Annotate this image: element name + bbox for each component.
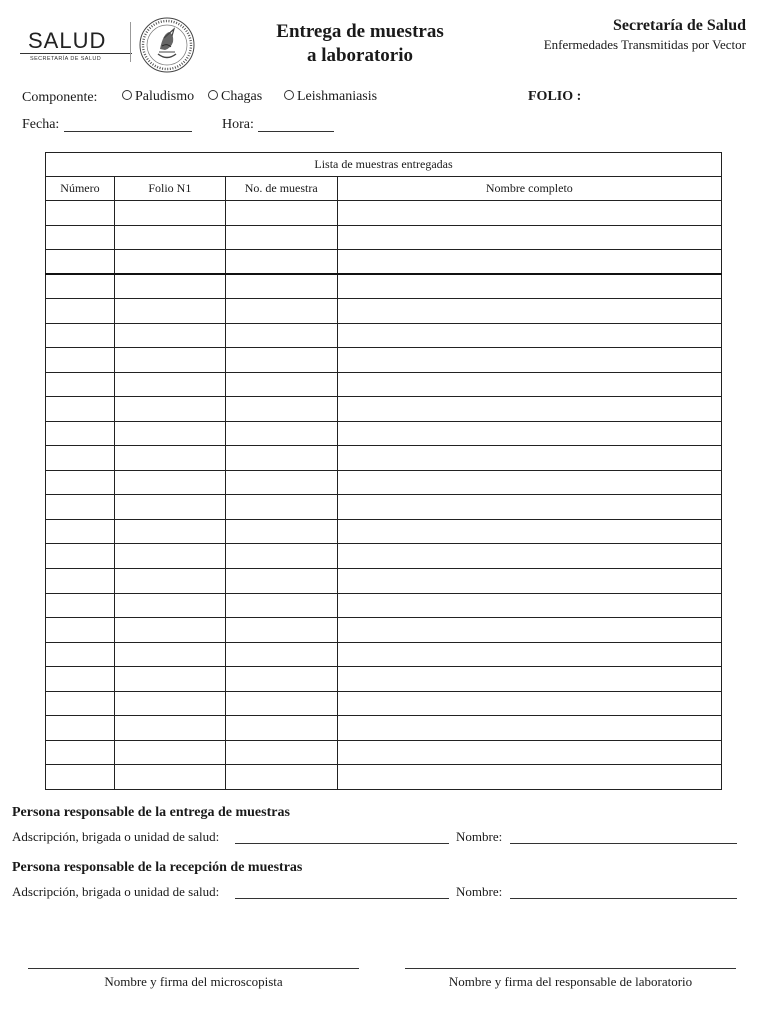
title-line-1: Entrega de muestras	[276, 21, 444, 42]
cell-folio[interactable]	[114, 470, 225, 495]
cell-no-muestra[interactable]	[225, 372, 337, 397]
cell-folio[interactable]	[114, 495, 225, 520]
cell-no-muestra[interactable]	[225, 667, 337, 692]
cell-numero[interactable]	[46, 299, 115, 324]
table-row	[46, 250, 722, 275]
table-row	[46, 323, 722, 348]
cell-numero[interactable]	[46, 618, 115, 643]
cell-numero[interactable]	[46, 201, 115, 226]
column-header-no-muestra: No. de muestra	[225, 177, 337, 201]
delivery-nombre-field[interactable]	[510, 829, 737, 844]
mexico-coat-of-arms-icon	[138, 16, 196, 74]
reception-nombre-label: Nombre:	[456, 884, 503, 899]
cell-nombre[interactable]	[337, 250, 721, 275]
document-title	[240, 20, 480, 68]
cell-nombre[interactable]	[337, 397, 721, 422]
org-name: Secretaría de Salud	[612, 17, 746, 34]
cell-no-muestra[interactable]	[225, 568, 337, 593]
cell-numero[interactable]	[46, 716, 115, 741]
cell-numero[interactable]	[46, 274, 115, 299]
cell-folio[interactable]	[114, 421, 225, 446]
cell-no-muestra[interactable]	[225, 716, 337, 741]
cell-folio[interactable]	[114, 618, 225, 643]
cell-nombre[interactable]	[337, 421, 721, 446]
delivery-adscripcion-label: Adscripción, brigada o unidad de salud:	[12, 829, 220, 844]
table-row	[46, 348, 722, 373]
cell-nombre[interactable]	[337, 299, 721, 324]
cell-no-muestra[interactable]	[225, 618, 337, 643]
cell-no-muestra[interactable]	[225, 470, 337, 495]
hora-label: Hora:	[222, 117, 254, 132]
option-chagas[interactable]	[208, 89, 262, 105]
cell-folio[interactable]	[114, 201, 225, 226]
cell-numero[interactable]	[46, 446, 115, 471]
column-header-nombre: Nombre completo	[337, 177, 721, 201]
cell-no-muestra[interactable]	[225, 421, 337, 446]
reception-nombre-field[interactable]	[510, 884, 737, 899]
option-leishmaniasis[interactable]	[284, 89, 377, 105]
radio-circle-icon[interactable]	[208, 90, 218, 100]
reception-section-title: Persona responsable de la recepción de muestras	[12, 860, 303, 875]
table-row	[46, 421, 722, 446]
title-line-2: a laboratorio	[306, 45, 414, 66]
table-row	[46, 201, 722, 226]
cell-numero[interactable]	[46, 544, 115, 569]
cell-no-muestra[interactable]	[225, 544, 337, 569]
signature-line-microscopista[interactable]	[28, 968, 359, 969]
cell-no-muestra[interactable]	[225, 446, 337, 471]
cell-nombre[interactable]	[337, 274, 721, 299]
cell-no-muestra[interactable]	[225, 593, 337, 618]
cell-nombre[interactable]	[337, 716, 721, 741]
cell-no-muestra[interactable]	[225, 201, 337, 226]
salud-logo	[18, 16, 198, 76]
option-paludismo[interactable]	[122, 89, 194, 105]
cell-nombre[interactable]	[337, 765, 721, 790]
table-row	[46, 470, 722, 495]
cell-folio[interactable]	[114, 397, 225, 422]
cell-numero[interactable]	[46, 348, 115, 373]
cell-numero[interactable]	[46, 642, 115, 667]
table-row	[46, 691, 722, 716]
cell-nombre[interactable]	[337, 201, 721, 226]
cell-nombre[interactable]	[337, 593, 721, 618]
cell-numero[interactable]	[46, 470, 115, 495]
cell-nombre[interactable]	[337, 470, 721, 495]
cell-nombre[interactable]	[337, 667, 721, 692]
cell-numero[interactable]	[46, 593, 115, 618]
cell-no-muestra[interactable]	[225, 299, 337, 324]
signature-label-microscopista: Nombre y firma del microscopista	[104, 974, 283, 989]
cell-folio[interactable]	[114, 642, 225, 667]
table-row	[46, 519, 722, 544]
cell-no-muestra[interactable]	[225, 397, 337, 422]
cell-numero[interactable]	[46, 691, 115, 716]
cell-folio[interactable]	[114, 740, 225, 765]
cell-nombre[interactable]	[337, 225, 721, 250]
table-row	[46, 716, 722, 741]
cell-numero[interactable]	[46, 225, 115, 250]
cell-no-muestra[interactable]	[225, 691, 337, 716]
cell-nombre[interactable]	[337, 642, 721, 667]
table-caption: Lista de muestras entregadas	[46, 153, 722, 177]
cell-numero[interactable]	[46, 667, 115, 692]
fecha-field[interactable]	[64, 117, 192, 132]
cell-nombre[interactable]	[337, 740, 721, 765]
cell-nombre[interactable]	[337, 618, 721, 643]
table-row	[46, 618, 722, 643]
table-row	[46, 397, 722, 422]
cell-nombre[interactable]	[337, 568, 721, 593]
radio-circle-icon[interactable]	[284, 90, 294, 100]
cell-numero[interactable]	[46, 421, 115, 446]
componente-label: Componente:	[22, 90, 98, 105]
cell-no-muestra[interactable]	[225, 250, 337, 275]
delivery-nombre-label: Nombre:	[456, 829, 503, 844]
logo-divider	[130, 22, 131, 62]
table-row	[46, 495, 722, 520]
cell-folio[interactable]	[114, 544, 225, 569]
cell-no-muestra[interactable]	[225, 740, 337, 765]
signature-line-laboratorio[interactable]	[405, 968, 736, 969]
cell-folio[interactable]	[114, 225, 225, 250]
table-row	[46, 667, 722, 692]
cell-nombre[interactable]	[337, 691, 721, 716]
cell-numero[interactable]	[46, 323, 115, 348]
cell-folio[interactable]	[114, 765, 225, 790]
cell-folio[interactable]	[114, 568, 225, 593]
option-label: Chagas	[221, 89, 263, 104]
delivery-section-title: Persona responsable de la entrega de muestras	[12, 805, 290, 820]
cell-folio[interactable]	[114, 274, 225, 299]
org-subtitle: Enfermedades Transmitidas por Vector	[543, 37, 746, 52]
cell-folio[interactable]	[114, 667, 225, 692]
cell-folio[interactable]	[114, 691, 225, 716]
option-label: Leishmaniasis	[297, 89, 378, 104]
table-row	[46, 274, 722, 299]
cell-numero[interactable]	[46, 740, 115, 765]
cell-nombre[interactable]	[337, 519, 721, 544]
cell-no-muestra[interactable]	[225, 765, 337, 790]
folio-label: FOLIO :	[528, 89, 582, 104]
delivery-adscripcion-field[interactable]	[235, 829, 449, 844]
cell-nombre[interactable]	[337, 544, 721, 569]
cell-nombre[interactable]	[337, 495, 721, 520]
table-row	[46, 593, 722, 618]
table-row	[46, 225, 722, 250]
cell-numero[interactable]	[46, 495, 115, 520]
cell-no-muestra[interactable]	[225, 274, 337, 299]
column-header-folio: Folio N1	[114, 177, 225, 201]
cell-folio[interactable]	[114, 323, 225, 348]
cell-no-muestra[interactable]	[225, 495, 337, 520]
cell-folio[interactable]	[114, 250, 225, 275]
table-row	[46, 372, 722, 397]
column-header-numero: Número	[46, 177, 115, 201]
option-label: Paludismo	[135, 89, 195, 104]
reception-adscripcion-label: Adscripción, brigada o unidad de salud:	[12, 884, 220, 899]
hora-field[interactable]	[258, 117, 334, 132]
cell-nombre[interactable]	[337, 446, 721, 471]
cell-no-muestra[interactable]	[225, 642, 337, 667]
cell-numero[interactable]	[46, 519, 115, 544]
table-row	[46, 765, 722, 790]
cell-no-muestra[interactable]	[225, 225, 337, 250]
cell-no-muestra[interactable]	[225, 348, 337, 373]
cell-folio[interactable]	[114, 446, 225, 471]
radio-circle-icon[interactable]	[122, 90, 132, 100]
table-row	[46, 740, 722, 765]
table-body	[46, 201, 722, 790]
signature-label-laboratorio: Nombre y firma del responsable de laboratorio	[448, 974, 693, 989]
cell-numero[interactable]	[46, 372, 115, 397]
table-row	[46, 299, 722, 324]
cell-nombre[interactable]	[337, 348, 721, 373]
cell-nombre[interactable]	[337, 323, 721, 348]
cell-nombre[interactable]	[337, 372, 721, 397]
table-row	[46, 642, 722, 667]
cell-folio[interactable]	[114, 299, 225, 324]
cell-folio[interactable]	[114, 716, 225, 741]
cell-folio[interactable]	[114, 593, 225, 618]
table-row	[46, 568, 722, 593]
samples-table	[45, 152, 722, 790]
logo-subtext: SECRETARÍA DE SALUD	[30, 56, 102, 62]
organization-block	[544, 16, 746, 54]
cell-folio[interactable]	[114, 519, 225, 544]
cell-no-muestra[interactable]	[225, 323, 337, 348]
reception-adscripcion-field[interactable]	[235, 884, 449, 899]
cell-numero[interactable]	[46, 765, 115, 790]
cell-no-muestra[interactable]	[225, 519, 337, 544]
logo-rule	[20, 53, 132, 54]
logo-text: SALUD	[28, 28, 107, 53]
cell-numero[interactable]	[46, 250, 115, 275]
table-row	[46, 544, 722, 569]
cell-folio[interactable]	[114, 372, 225, 397]
cell-folio[interactable]	[114, 348, 225, 373]
cell-numero[interactable]	[46, 397, 115, 422]
cell-numero[interactable]	[46, 568, 115, 593]
table-row	[46, 446, 722, 471]
fecha-label: Fecha:	[22, 117, 60, 132]
